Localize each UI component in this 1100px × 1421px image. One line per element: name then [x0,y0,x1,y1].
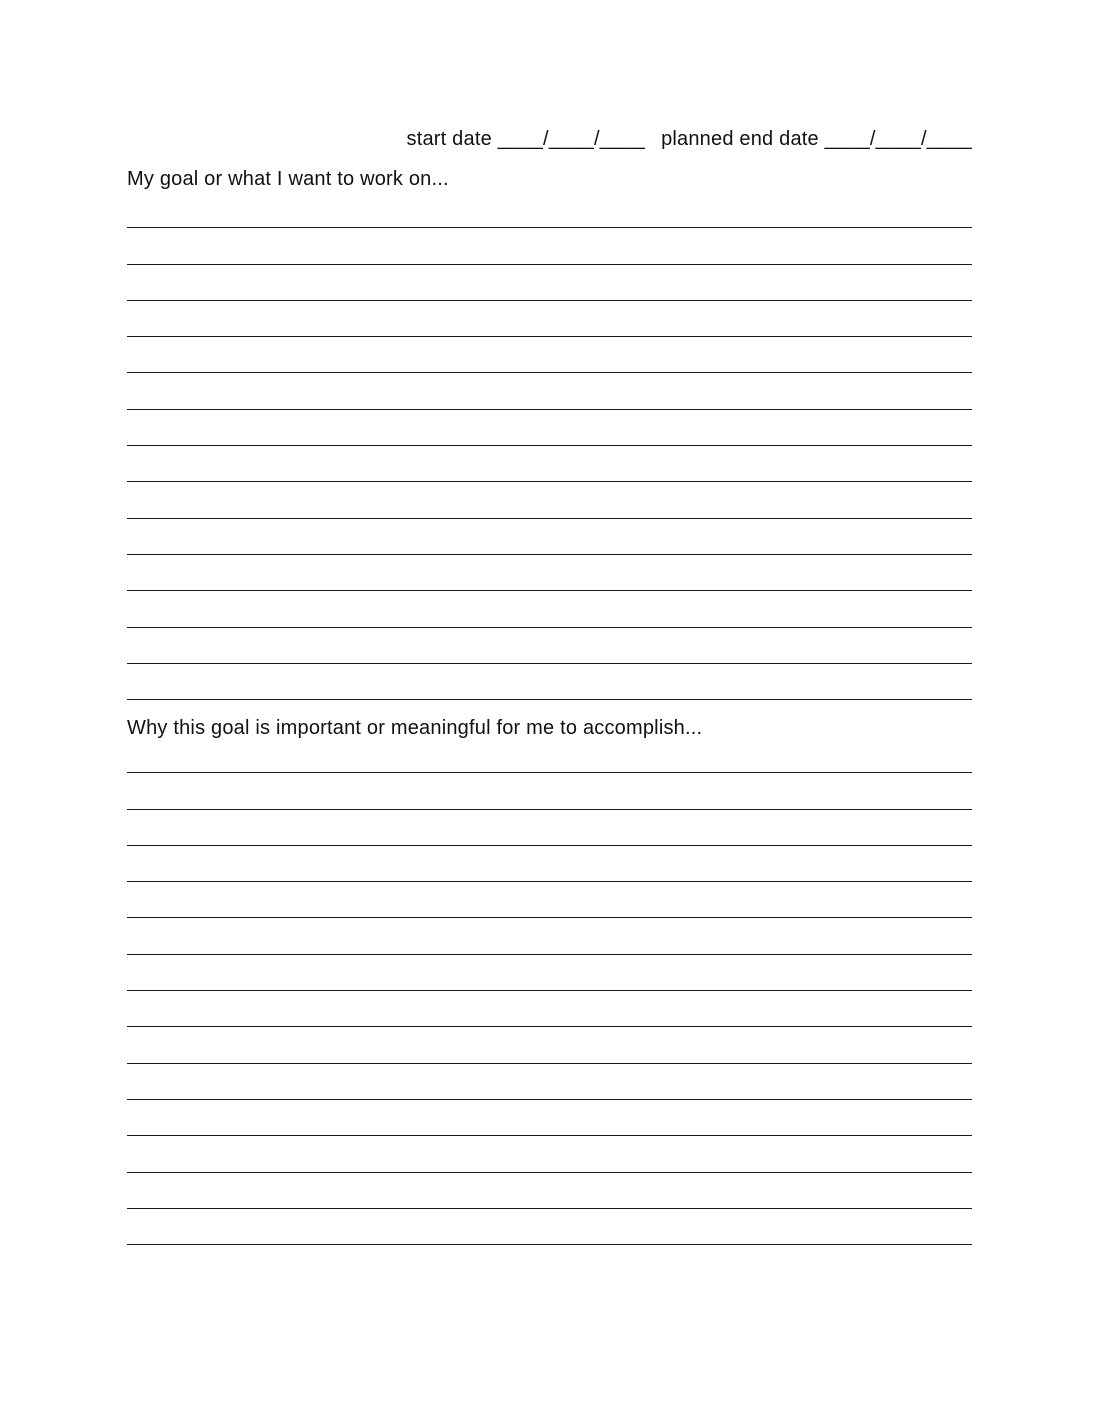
writing-line[interactable] [127,591,972,627]
writing-line[interactable] [127,446,972,482]
writing-line[interactable] [127,555,972,591]
writing-line[interactable] [127,737,972,773]
writing-line[interactable] [127,228,972,264]
writing-line[interactable] [127,1064,972,1100]
writing-line[interactable] [127,1100,972,1136]
writing-line[interactable] [127,810,972,846]
goal-prompt: My goal or what I want to work on... [127,168,449,190]
writing-line[interactable] [127,1027,972,1063]
why-writing-lines[interactable] [127,737,972,1245]
writing-line[interactable] [127,373,972,409]
writing-line[interactable] [127,519,972,555]
writing-line[interactable] [127,1173,972,1209]
writing-line[interactable] [127,265,972,301]
writing-line[interactable] [127,628,972,664]
writing-line[interactable] [127,1136,972,1172]
planned-end-date-field[interactable]: planned end date ____/____/____ [661,128,972,150]
writing-line[interactable] [127,955,972,991]
writing-line[interactable] [127,301,972,337]
writing-line[interactable] [127,410,972,446]
writing-line[interactable] [127,918,972,954]
writing-line[interactable] [127,846,972,882]
writing-line[interactable] [127,1209,972,1245]
date-row [407,128,972,151]
writing-line[interactable] [127,773,972,809]
writing-line[interactable] [127,991,972,1027]
writing-line[interactable] [127,192,972,228]
goal-writing-lines[interactable] [127,192,972,700]
start-date-field[interactable]: start date ____/____/____ [406,128,646,150]
writing-line[interactable] [127,482,972,518]
writing-line[interactable] [127,882,972,918]
why-prompt: Why this goal is important or meaningful for me to accomplish... [127,717,703,739]
writing-line[interactable] [127,337,972,373]
writing-line[interactable] [127,664,972,700]
